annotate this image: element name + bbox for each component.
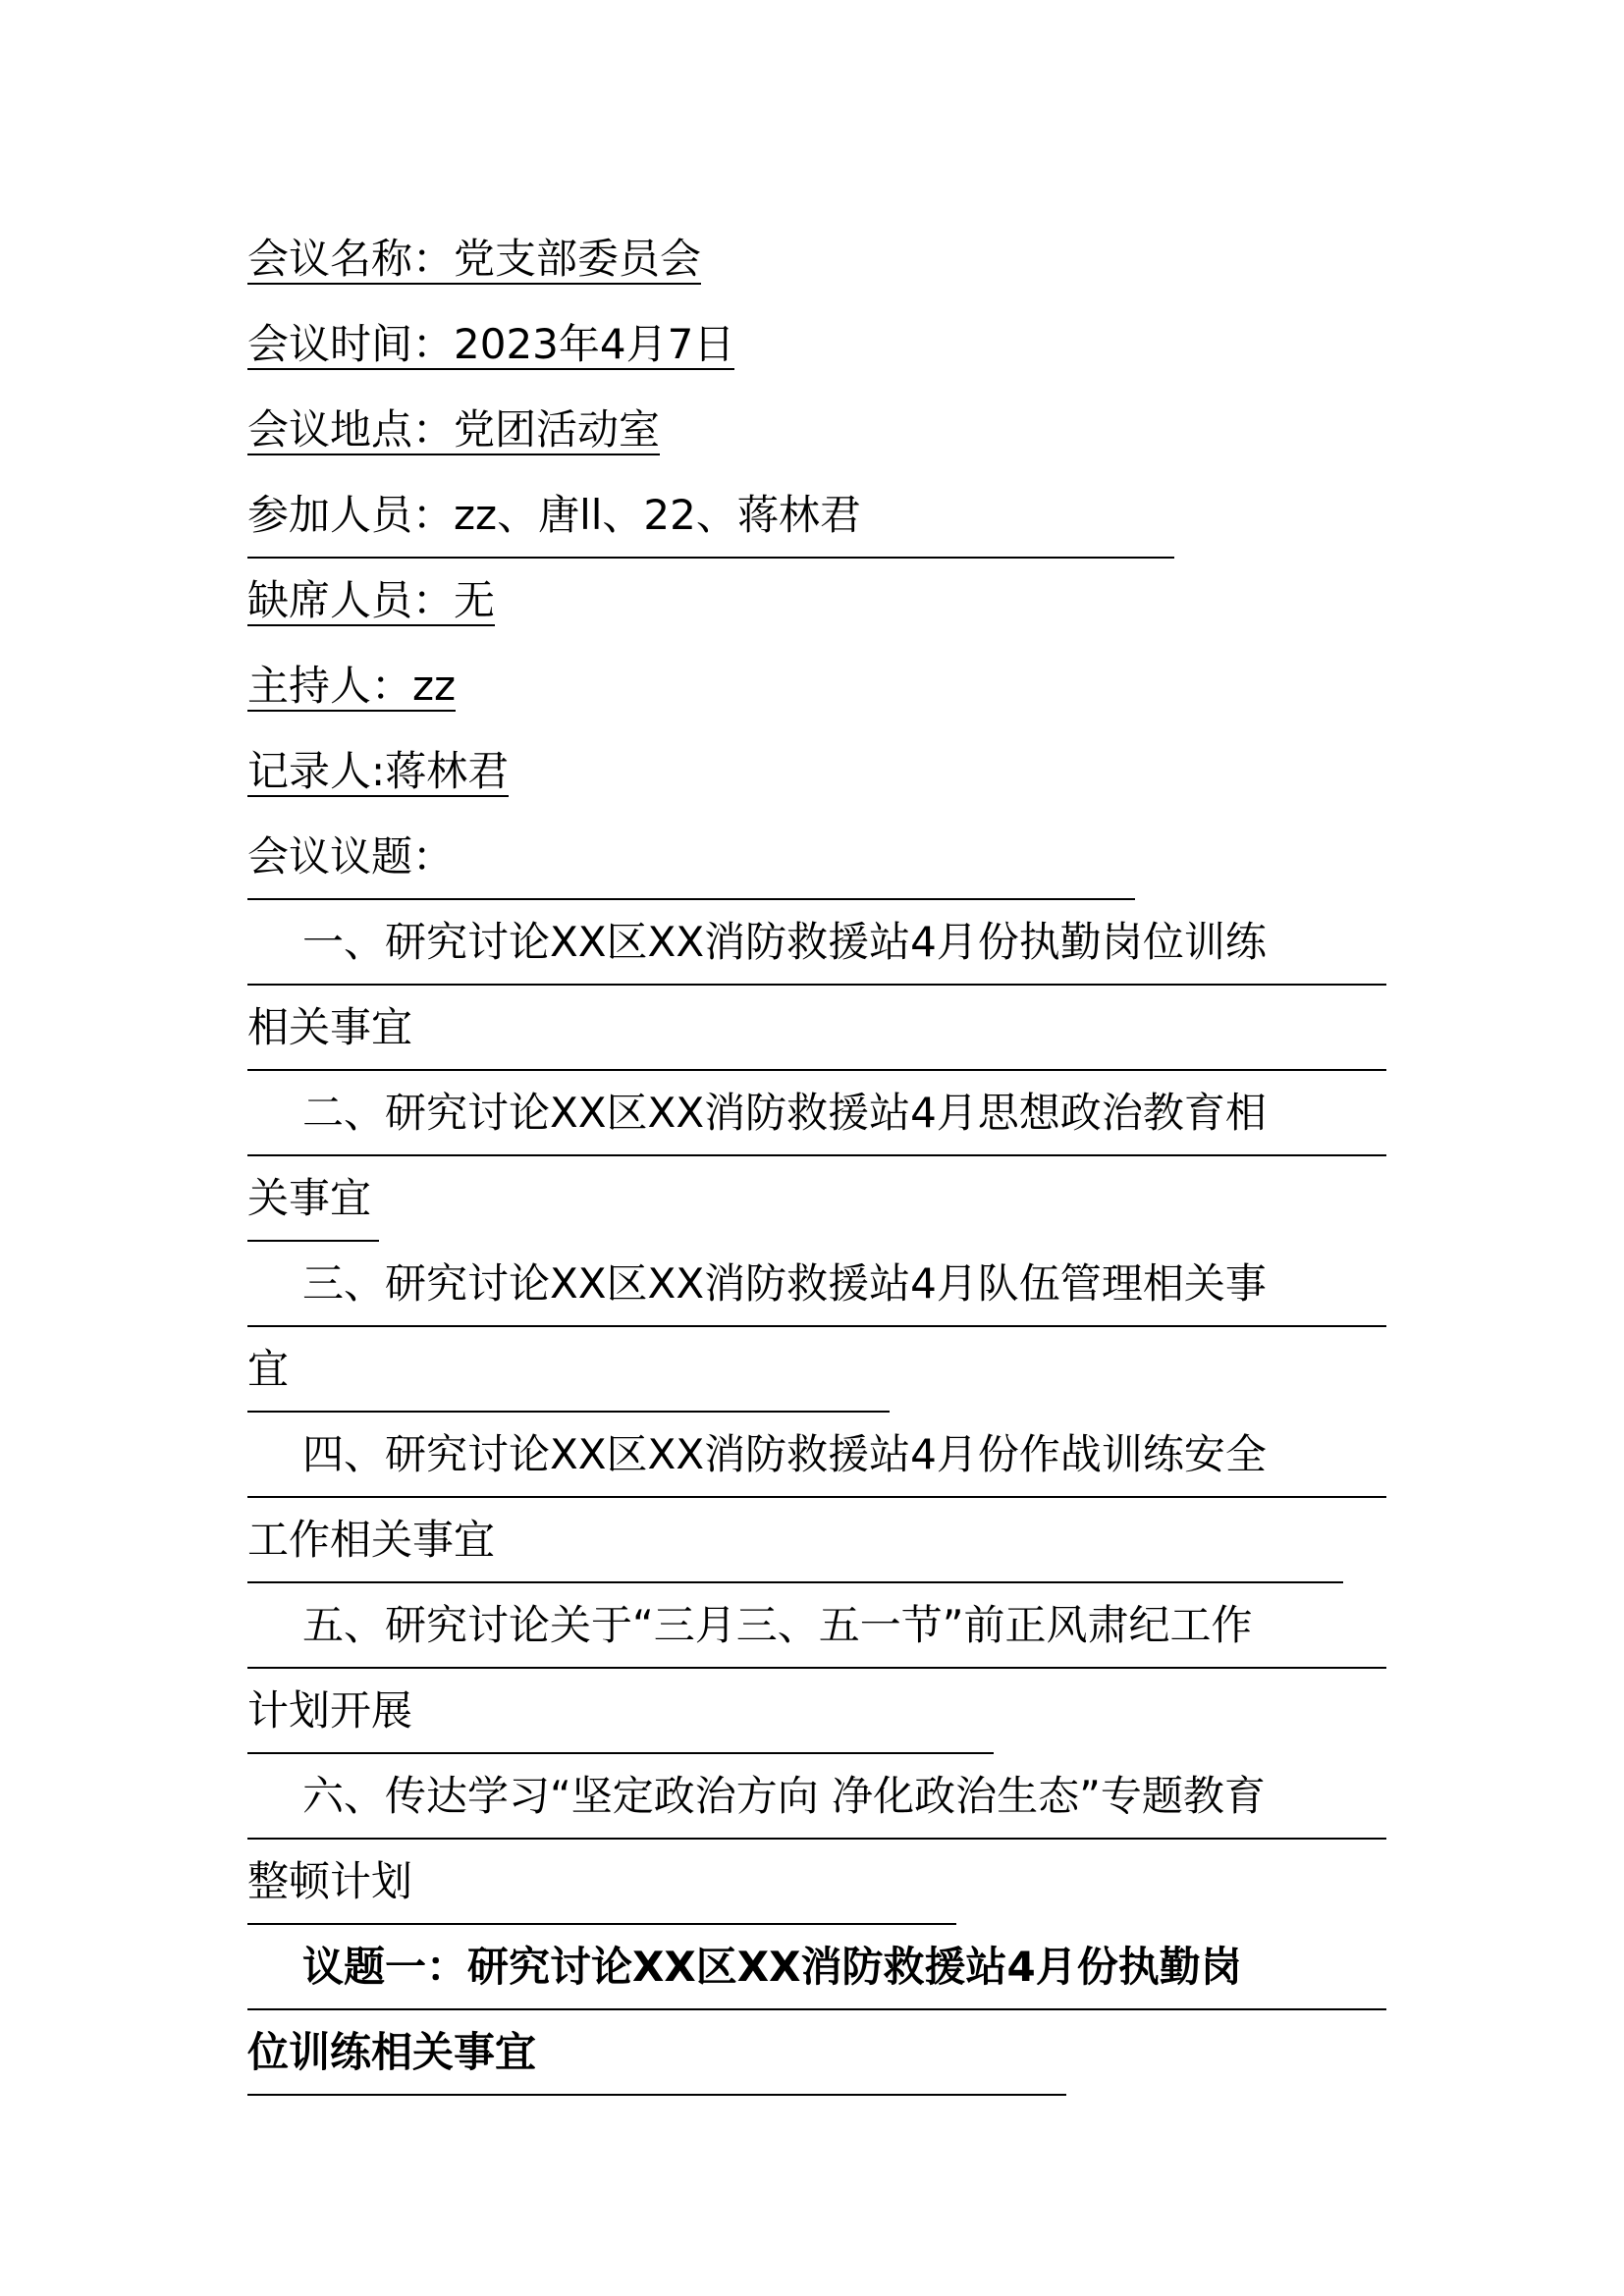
meeting-host: 主持人：zz bbox=[247, 656, 456, 712]
topic-5-line-1 bbox=[247, 1582, 1386, 1669]
meeting-place: 会议地点：党团活动室 bbox=[247, 400, 660, 455]
topic-1-text-1: 一、研究讨论XX区XX消防救援站4月份执勤岗位训练 bbox=[302, 918, 1267, 966]
topic-2-text-1: 二、研究讨论XX区XX消防救援站4月思想政治教育相 bbox=[302, 1089, 1267, 1137]
topic-4-line-1 bbox=[247, 1412, 1386, 1498]
section-1-heading-line-1 bbox=[247, 1924, 1386, 2010]
topic-4-text-2: 工作相关事宜 bbox=[247, 1516, 496, 1564]
topic-5-line-2 bbox=[247, 1668, 994, 1754]
absent-line bbox=[247, 558, 495, 644]
topics-label: 会议议题： bbox=[247, 832, 455, 881]
meeting-name: 会议名称：党支部委员会 bbox=[247, 229, 701, 285]
topic-1-line-2 bbox=[247, 985, 1386, 1071]
meeting-place-line bbox=[247, 387, 660, 473]
meeting-absent: 缺席人员：无 bbox=[247, 570, 495, 626]
topic-3-text-2: 宜 bbox=[247, 1345, 290, 1393]
recorder-line bbox=[247, 728, 509, 815]
meeting-attendees: 参加人员：zz、唐ll、22、蒋林君 bbox=[247, 491, 861, 539]
meeting-time-line bbox=[247, 301, 734, 388]
meeting-time: 会议时间：2023年4月7日 bbox=[247, 314, 734, 370]
topic-5-text-2: 计划开展 bbox=[247, 1686, 413, 1735]
topic-3-line-2 bbox=[247, 1326, 890, 1413]
topic-2-line-1 bbox=[247, 1070, 1386, 1156]
topics-label-line bbox=[247, 814, 1135, 900]
topic-3-text-1: 三、研究讨论XX区XX消防救援站4月队伍管理相关事 bbox=[302, 1259, 1267, 1308]
topic-6-text-1: 六、传达学习“坚定政治方向 净化政治生态”专题教育 bbox=[302, 1772, 1266, 1820]
section-1-heading-text-1: 议题一：研究讨论XX区XX消防救援站4月份执勤岗 bbox=[302, 1943, 1242, 1991]
section-1-heading-line-2 bbox=[247, 2009, 1066, 2096]
topic-1-line-1 bbox=[247, 899, 1386, 986]
topic-4-line-2 bbox=[247, 1497, 1343, 1583]
topic-5-text-1: 五、研究讨论关于“三月三、五一节”前正风肃纪工作 bbox=[302, 1601, 1253, 1649]
topic-4-text-1: 四、研究讨论XX区XX消防救援站4月份作战训练安全 bbox=[302, 1430, 1267, 1478]
topic-2-text-2: 关事宜 bbox=[247, 1174, 372, 1222]
topic-6-text-2: 整顿计划 bbox=[247, 1857, 413, 1905]
meeting-recorder: 记录人:蒋林君 bbox=[247, 741, 509, 797]
meeting-name-line bbox=[247, 216, 701, 302]
topic-1-text-2: 相关事宜 bbox=[247, 1003, 413, 1051]
topic-3-line-1 bbox=[247, 1241, 1386, 1327]
host-line bbox=[247, 643, 456, 729]
section-1-heading-text-2: 位训练相关事宜 bbox=[247, 2028, 537, 2076]
topic-6-line-2 bbox=[247, 1839, 956, 1925]
attendees-line bbox=[247, 472, 1174, 559]
topic-2-line-2 bbox=[247, 1155, 379, 1242]
topic-6-line-1 bbox=[247, 1753, 1386, 1840]
